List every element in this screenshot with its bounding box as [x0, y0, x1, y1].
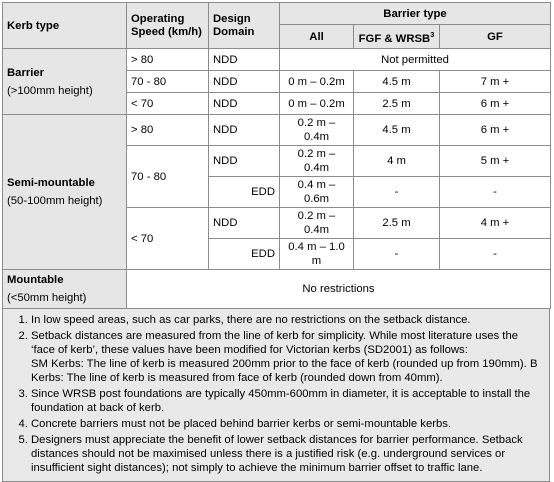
kerb-mountable-name: Mountable — [7, 274, 64, 286]
gf-cell: 6 m + — [440, 93, 551, 115]
kerb-semi-name: Semi-mountable — [7, 177, 95, 189]
gf-cell: 7 m + — [440, 71, 551, 93]
gf-cell: - — [440, 177, 551, 208]
note-item: 5. Designers must appreciate the benefit of lower setback distances for barrier performance. Setback distances should not be maximised unless there is a justified risk (e.g. underground services or insufficient sight distances); not simply to achieve the minimum barrier offset to traffic lane. — [31, 433, 543, 475]
fgf-cell: 4 m — [354, 146, 440, 177]
fgf-cell: - — [354, 239, 440, 270]
all-cell: 0.2 m – 0.4m — [280, 146, 354, 177]
header-operating-speed: Operating Speed (km/h) — [127, 3, 209, 49]
speed-cell: 70 - 80 — [127, 71, 209, 93]
gf-cell: 6 m + — [440, 115, 551, 146]
note-subtext: SM Kerbs: The line of kerb is measured 200mm prior to the face of kerb (rounded up from 190mm). B Kerbs: The line of kerb is measured from face of kerb (rounded down from 40mm). — [31, 358, 538, 384]
notes-list — [3, 313, 549, 475]
kerb-semi-desc: (50-100mm height) — [7, 195, 103, 207]
fgf-cell: 4.5 m — [354, 71, 440, 93]
kerb-semi-mountable — [3, 115, 127, 270]
header-kerb-type: Kerb type — [3, 3, 127, 49]
fgf-cell: 2.5 m — [354, 93, 440, 115]
header-fgf-wrsb-sup: 3 — [430, 29, 435, 39]
kerb-barrier-desc: (>100mm height) — [7, 84, 93, 97]
header-fgf-wrsb — [354, 25, 440, 49]
note-item: 4. Concrete barriers must not be placed behind barrier kerbs or semi-mountable kerbs. — [31, 417, 543, 431]
note-item: 3. Since WRSB post foundations are typically 450mm-600mm in diameter, it is acceptable to install the foundation at back of kerb. — [31, 387, 543, 415]
kerb-mountable — [3, 270, 127, 309]
speed-cell: > 80 — [127, 49, 209, 71]
all-cell: 0.2 m – 0.4m — [280, 208, 354, 239]
speed-cell: > 80 — [127, 115, 209, 146]
note-text: Setback distances are measured from the line of kerb for simplicity. While most literature uses the ‘face of kerb’, these values have been modified for Victorian kerbs (SD2001) as follows: — [31, 330, 519, 356]
setback-document — [2, 2, 550, 482]
header-fgf-wrsb-label: FGF & WRSB — [358, 32, 431, 45]
domain-cell: EDD — [209, 239, 280, 270]
notes-section — [2, 309, 550, 482]
fgf-cell: 4.5 m — [354, 115, 440, 146]
gf-cell: 5 m + — [440, 146, 551, 177]
header-gf: GF — [440, 25, 551, 49]
all-cell: 0.4 m – 0.6m — [280, 177, 354, 208]
domain-cell: NDD — [209, 49, 280, 71]
gf-cell: 4 m + — [440, 208, 551, 239]
not-permitted-cell: Not permitted — [280, 49, 551, 71]
note-item — [31, 329, 543, 385]
fgf-cell: - — [354, 177, 440, 208]
domain-cell: EDD — [209, 177, 280, 208]
header-barrier-type: Barrier type — [280, 3, 551, 25]
speed-cell: < 70 — [127, 208, 209, 270]
note-item: 1. In low speed areas, such as car parks, there are no restrictions on the setback distance. — [31, 313, 543, 327]
kerb-barrier-name: Barrier — [7, 66, 45, 79]
all-cell: 0.4 m – 1.0 m — [280, 239, 354, 270]
fgf-cell: 2.5 m — [354, 208, 440, 239]
header-all: All — [280, 25, 354, 49]
kerb-barrier — [3, 49, 127, 115]
domain-cell: NDD — [209, 71, 280, 93]
domain-cell: NDD — [209, 146, 280, 177]
speed-cell: < 70 — [127, 93, 209, 115]
domain-cell: NDD — [209, 93, 280, 115]
kerb-mountable-desc: (<50mm height) — [7, 292, 87, 304]
setback-table — [2, 2, 551, 309]
header-design-domain: Design Domain — [209, 3, 280, 49]
domain-cell: NDD — [209, 115, 280, 146]
no-restrictions-cell: No restrictions — [127, 270, 551, 309]
all-cell: 0.2 m – 0.4m — [280, 115, 354, 146]
gf-cell: - — [440, 239, 551, 270]
all-cell: 0 m – 0.2m — [280, 71, 354, 93]
speed-cell: 70 - 80 — [127, 146, 209, 208]
all-cell: 0 m – 0.2m — [280, 93, 354, 115]
domain-cell: NDD — [209, 208, 280, 239]
